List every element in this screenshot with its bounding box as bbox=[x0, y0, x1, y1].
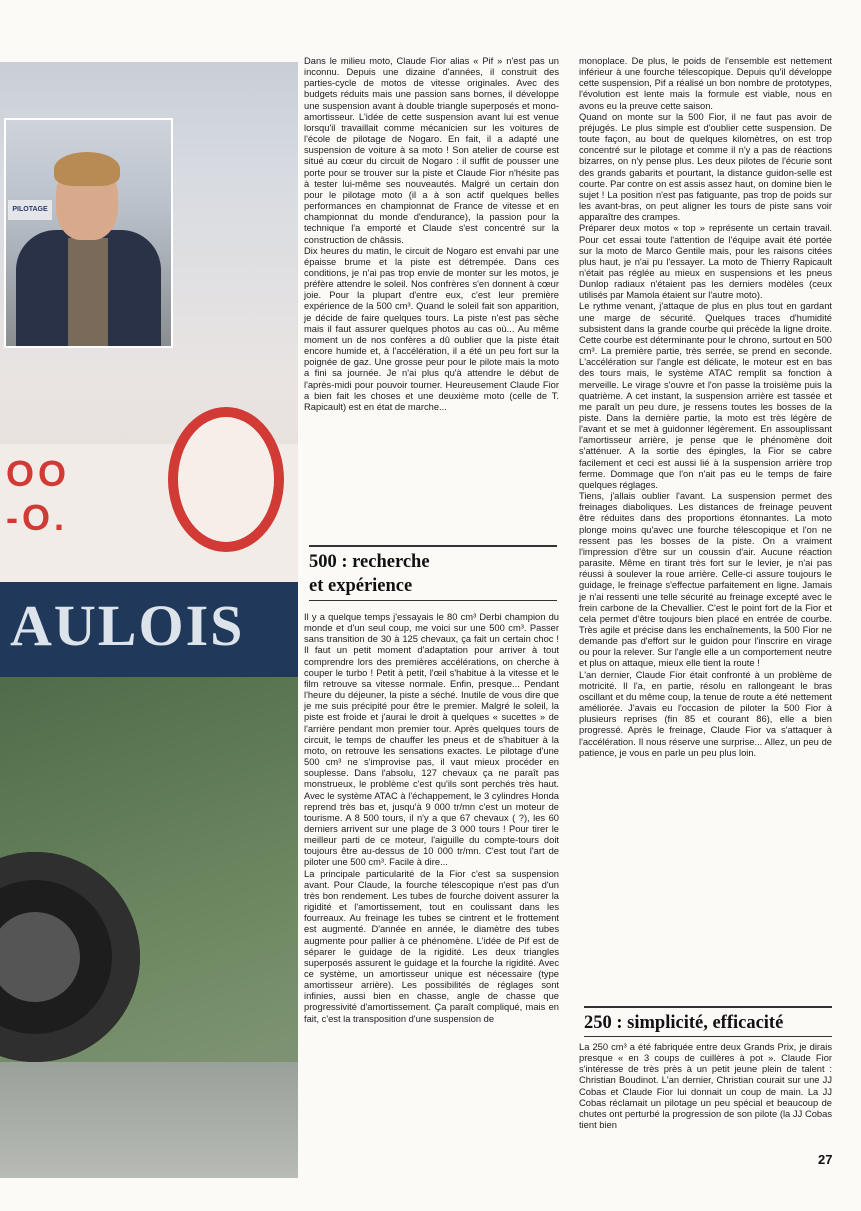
navy-banner-lettering: AULOIS bbox=[10, 593, 245, 658]
portrait-hair bbox=[54, 152, 120, 186]
paragraph: La principale particularité de la Fior c'est sa suspension avant. Pour Claude, la fourche télescopique n'est pas d'un très bon rendement. Les tubes de fourche doivent assurer la rigidité et l'amortissement, tout en coulissant dans les fourreaux. Au freinage les tubes se cintrent et le frottement est augmenté. D'année en année, le diamètre des tubes augmente pour pallier à ce phénomène. L'idée de Pif est de séparer le guidage de la rigidité. Les deux triangles superposés assurent le guidage et la fourche la rigidité. Avec ce système, un amortisseur unique est nécessaire (type amortisseur arrière). Les possibilités de réglages sont infinies, aussi bien en chasse, angle de chasse que progressivité d'amortissement. Ça paraît compliqué, mais en fait, c'est la transposition d'une suspension de bbox=[304, 868, 559, 1024]
inset-sign: PILOTAGE bbox=[8, 200, 52, 220]
paragraph: monoplace. De plus, le poids de l'ensemble est nettement inférieur à une fourche télescopique. Depuis qu'il développe cette suspension, Pif a réalisé un bon nombre de prototypes, l'évolution est lente mais la formule est viable, nous en avons eu la preuve cette saison. bbox=[579, 56, 832, 111]
page-number: 27 bbox=[818, 1152, 833, 1167]
paragraph: Il y a quelque temps j'essayais le 80 cm³ Derbi champion du monde et d'un seul coup, me voici sur une 500 cm³. Passer sans transition de 30 à 125 chevaux, ça fait un certain choc ! Il faut un petit moment d'adaptation pour arriver à tout comprendre lors des premières accélérations, on cherche à couper le turbo ! Petit à petit, l'œil s'habitue à la vitesse et le film retrouve sa vitesse normale. Enfin, presque... Pendant l'heure du déjeuner, la piste a séché. Inutile de vous dire que je me suis précipité pour être le premier. Malgré le soleil, la piste est froide et j'aurai le droit à quelques « sucettes » de l'arrière pendant mon premier tour. Après quelques tours de circuit, le temps de chauffer les pneus et de s'habituer à la moto, on retrouve les sensations exactes. Le pilotage d'une 500 cm³ ne s'improvise pas, il vaut mieux procéder en souplesse. Dans l'absolu, 127 chevaux ça ne paraît pas monstrueux, le problème c'est qu'ils sont perchés très haut. Avec le système ATAC à l'échappement, le 3 cylindres Honda reprend très bas et, jusqu'à 9 000 tr/mn c'est un moteur de tourisme. A 8 500 tours, il n'y a que 67 chevaux ( ?), les 60 derniers arrivent sur une plage de 3 000 tours ! Pour tirer le meilleur parti de ce moteur, l'aiguille du compte-tours doit toujours être au-dessus de 10 000 tr/mn. C'est tout l'art de piloter une 500 cm³. Facile à dire... bbox=[304, 612, 559, 868]
paragraph: Le rythme venant, j'attaque de plus en plus tout en gardant une marge de sécurité. Quelques traces d'humidité subsistent dans la grande courbe qui précède la ligne droite. Cette courbe est déterminante pour le chrono, surtout en 500 cm³. La première partie, très serrée, se prend en seconde. L'accélération sur l'angle est délicate, le moteur est en bas des tours mais, le système ATAC remplit sa fonction à merveille. Le virage s'ouvre et l'on passe la troisième puis la quatrième. A cet instant, la suspension arrière est tassée et me paraît un peu dure, je ressens toutes les bosses de la piste. Dans la dernière partie, la moto est très légère de l'avant et se met à guidonner légèrement. En assouplissant l'amortisseur arrière, je pense que le phénomène doit s'atténuer. A la sortie des épingles, la Fior se cabre facilement et ceci est aussi lié à la suspension arrière trop ferme. Dommage que l'on n'ait pas eu le temps de faire quelques réglages. bbox=[579, 301, 832, 490]
column-right-bottom bbox=[579, 1042, 832, 1131]
paragraph: Préparer deux motos « top » représente un certain travail. Pour cet essai toute l'attention de l'équipe avait été portée sur la moto de Marco Gentile mais, pour les raisons citées plus haut, je n'ai pu l'essayer. La moto de Thierry Rapicault n'était pas réglée au mieux en suspensions et les pneus Dunlop radiaux n'étaient pas les derniers modèles (ceux utilisés par Mamola étaient sur l'autre moto). bbox=[579, 223, 832, 301]
paragraph: La 250 cm³ a été fabriquée entre deux Grands Prix, je dirais presque « en 3 coups de cuillères à pot ». Claude Fior s'intéresse de très près à un petit jeune plein de talent : Christian Boudinot. L'an dernier, Christian courait sur une JJ Cobas et Claude Fior lui donnait un coup de main. La JJ Cobas réclamait un pilotage un peu spécial et beaucoup de chutes ont perturbé la progression de son pilote (la JJ Cobas tient bien bbox=[579, 1042, 832, 1131]
column-middle-top bbox=[304, 56, 559, 413]
paragraph: Dix heures du matin, le circuit de Nogaro est envahi par une épaisse brume et la piste est détrempée. Dans ces conditions, je n'ai pas trop envie de monter sur les motos, je préfère attendre le soleil. Nos confrères s'en donnent à cœur joie. Pour la plupart d'entre eux, c'est leur première expérience de la 500 cm³. Quand le soleil fait son apparition, je décide de faire quelques tours. La piste n'est pas sèche mais il faut assurer quelques photos au cas où... Au même moment un de nos confères a dû oublier que la piste était encore humide et, à l'accélération, il a été un peu fort sur la poignée de gaz. Une grosse peur pour le pilote mais la moto a fini sa journée. Je n'ai plus qu'à attendre le début de l'après-midi pour pouvoir tourner. Heureusement Claude Fior a bien fait les choses et une deuxième moto (celle de T. Rapicault) est en état de marche... bbox=[304, 245, 559, 412]
banner-lettering: OO -O. bbox=[6, 453, 71, 538]
portrait-sweater bbox=[68, 238, 108, 346]
section-heading-250: 250 : simplicité, efficacité bbox=[584, 1006, 832, 1037]
column-middle-bottom bbox=[304, 612, 559, 1025]
paragraph: Dans le milieu moto, Claude Fior alias « Pif » n'est pas un inconnu. Depuis une dizaine d'années, il construit des parties-cycle de motos de vitesse originales. Avec des budgets réduits mais une passion sans bornes, il développe une suspension avant à double triangle superposés et mono-amortisseur. L'idée de cette suspension avant lui est venue lorsqu'il travaillait comme mécanicien sur les voitures de l'école de pilotage de Nogaro. En fait, il a adapté une suspension de voiture à sa moto ! Son atelier de course est situé au cœur du circuit de Nogaro : il suffit de pousser une porte pour se trouver sur la piste et Claude Fior n'hésite pas à tester lui-même ses nouveautés. Malgré un certain don pour le pilotage moto (il a à son actif quelques belles performances en championnat de France de vitesse et en championnat du monde d'endurance), la passion pour la technique l'a emporté et Claude s'est concentré sur la construction de châssis. bbox=[304, 56, 559, 245]
paragraph: Quand on monte sur la 500 Fior, il ne faut pas avoir de préjugés. Le plus simple est d'oublier cette suspension. De toute façon, au bout de quelques kilomètres, on est trop concentré sur le pilotage et comme il n'y a pas de réactions bizarres, on n'y pense plus. Les deux pilotes de l'écurie sont des grands gabarits et pourtant, la distance guidon-selle est courte. Par contre on est assis assez haut, on domine bien le sujet ! La position n'est pas fatiguante, pas trop de poids sur les avant-bras, on peut aligner les tours de piste sans voir apparaître des crampes. bbox=[579, 111, 832, 223]
section-heading-500: 500 : recherche et expérience bbox=[309, 545, 557, 601]
sponsor-logo bbox=[168, 407, 284, 552]
track-tarmac bbox=[0, 1062, 298, 1178]
portrait-inset-photo bbox=[4, 118, 173, 348]
paragraph: L'an dernier, Claude Fior était confronté à un problème de motricité. Il l'a, en partie, résolu en rallongeant le bras oscillant et du même coup, la tenue de route a été nettement améliorée. J'avais eu l'occasion de piloter la 500 Fior à plusieurs reprises (fin 85 et courant 86), elle a bien progressé. Après le freinage, Claude Fior va s'attaquer à l'accélération. Il nous réserve une surprise... Allez, un peu de patience, je vous en parle un peu plus loin. bbox=[579, 669, 832, 758]
column-right-top bbox=[579, 56, 832, 759]
paragraph: Tiens, j'allais oublier l'avant. La suspension permet des freinages diaboliques. Les distances de freinage peuvent être réduites dans des proportions étonnantes. La moto plonge moins qu'avec une fourche télescopique et l'on ne ressent pas les bosses de la piste. On a vraiment l'impression d'être sur un coussin d'air. Aucune réaction parasite. Même en tirant très fort sur le levier, je n'ai pas réussi à soulever la roue arrière. Celle-ci assure toujours le guidage, le freinage s'effectue parfaitement en ligne. Jamais je n'ai ressenti une telle sécurité au freinage excepté avec le frein carbone de la Chevallier. C'est le point fort de la Fior et cela permet d'être toujours bien placé en entrée de courbe. Très agile et précise dans les enchaînements, la 500 Fior ne demande pas d'effort sur le guidon pour l'inscrire en virage ou pour la relever. Sur l'angle elle a un comportement neutre et plus on attaque, mieux elle tient la route ! bbox=[579, 491, 832, 669]
